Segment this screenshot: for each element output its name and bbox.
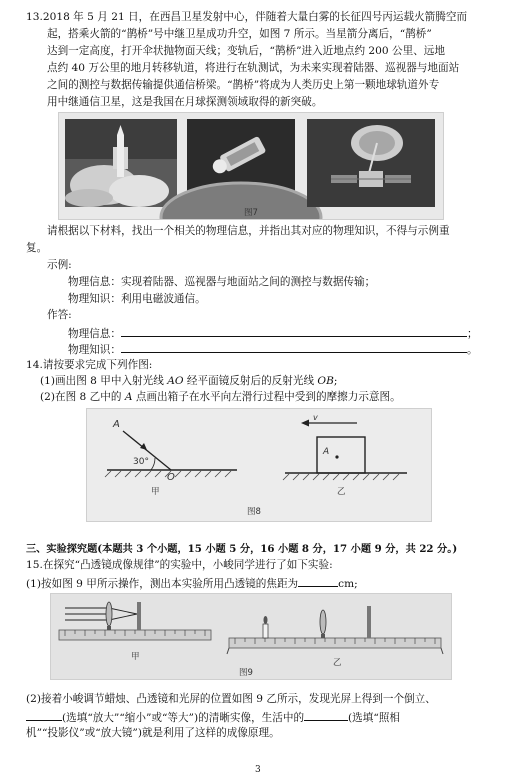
figure-7 — [58, 112, 444, 220]
q14-item-1-ob: OB — [317, 375, 334, 387]
answer-info-row — [68, 325, 478, 341]
q15-line-2-text: (1)按如图 9 甲所示操作，测出本实验所用凸透镜的焦距为 — [26, 578, 299, 590]
angle-arc — [151, 458, 155, 470]
label-o: O — [167, 472, 175, 483]
q15-line-5: 机”“投影仪”或“放大镜”)就是利用了这样的成像原理。 — [26, 727, 280, 739]
section-3-heading: 三、实验探究题(本题共 3 个小题，15 小题 5 分，16 小题 8 分，17 小题 9 分，共 22 分。) — [26, 543, 458, 555]
label-yi: 乙 — [337, 487, 346, 497]
parallel-rays — [65, 608, 137, 620]
figure-9-label-jia: 甲 — [131, 652, 140, 662]
figure-9-caption: 图9 — [239, 668, 253, 678]
example-knowledge: 物理知识：利用电磁波通信。 — [68, 293, 206, 305]
floor-hatch — [283, 474, 399, 480]
example-info: 物理信息：实现着陆器、巡视器与地面站之间的测控与数据传输； — [68, 276, 376, 288]
q13-line-1: 13.2018 年 5 月 21 日，在西昌卫星发射中心，伴随着大量白雾的长征四号丙运载火箭腾空而 — [26, 11, 468, 23]
answer-knowledge-end: 。 — [466, 344, 478, 356]
answer-info-label: 物理信息： — [68, 328, 121, 340]
focal-length-blank[interactable] — [298, 575, 338, 587]
q15-line-4 — [26, 709, 400, 725]
answer-label: 作答: — [47, 309, 72, 321]
screen-jia — [137, 602, 141, 630]
q15-line-2 — [26, 575, 358, 591]
q15-line-1: 15.在探究“凸透镜成像规律”的实验中，小峻同学进行了如下实验: — [26, 559, 333, 571]
image-size-blank[interactable] — [26, 709, 62, 721]
q15-line-3: (2)接着小峻调节蜡烛、凸透镜和光屏的位置如图 9 乙所示，发现光屏上得到一个倒立、 — [26, 693, 436, 705]
lens-jia — [106, 602, 112, 626]
q14-item-1-ao: AO — [167, 375, 184, 387]
q13-line-2: 起，搭乘火箭的“鹊桥”号中继卫星成功升空，如图 7 所示。当星箭分离后，“鹊桥” — [47, 28, 432, 40]
figure-9-label-yi: 乙 — [333, 658, 342, 668]
label-angle: 30° — [133, 457, 149, 467]
figure-9 — [50, 593, 452, 680]
q14-item-1-text-c: 经平面镜反射后的反射光线 — [183, 375, 318, 387]
q15-line-4-choice: (选填“照相 — [348, 712, 400, 724]
answer-info-blank[interactable] — [121, 325, 467, 337]
figure-7-caption: 图7 — [244, 208, 258, 218]
q14-item-2-text-a: (2)在图 8 乙中的 — [40, 391, 125, 403]
lens-yi — [320, 610, 326, 634]
label-a: A — [113, 419, 120, 430]
q14-item-1-end: ; — [333, 375, 338, 387]
figure-7-photos — [59, 113, 443, 219]
q13-line-6: 用中继通信卫星，这是我国在月球探测领域取得的新突破。 — [47, 96, 323, 108]
device-blank[interactable] — [304, 709, 348, 721]
answer-knowledge-label: 物理知识： — [68, 344, 121, 356]
answer-info-end: ； — [466, 328, 478, 340]
q14-item-1-text-a: (1)画出图 8 甲中入射光线 — [40, 375, 168, 387]
q15-line-2-unit: cm; — [338, 578, 358, 590]
velocity-arrow-head — [301, 420, 309, 427]
screen-yi — [367, 606, 371, 638]
candle-flame — [264, 616, 268, 624]
point-a-dot — [335, 455, 338, 458]
candle — [263, 624, 268, 638]
answer-knowledge-blank[interactable] — [121, 341, 467, 353]
figure-8-caption: 图8 — [247, 507, 261, 517]
answer-knowledge-row — [68, 341, 478, 357]
q13-ask-1: 请根据以下材料，找出一个相关的物理信息，并指出其对应的物理知识，不得与示例重 — [47, 225, 450, 237]
q14-item-1 — [40, 374, 337, 388]
example-label: 示例: — [47, 259, 72, 271]
figure-8 — [86, 408, 432, 522]
q14-title: 14.请按要求完成下列作图: — [26, 359, 153, 371]
q13-ask-2: 复。 — [26, 242, 48, 254]
q13-line-3: 达到一定高度，打开伞状抛物面天线；变轨后，“鹊桥”进入近地点约 200 公里、远地 — [47, 45, 445, 57]
q14-item-2 — [40, 390, 401, 404]
q14-item-2-text-c: 点画出箱子在水平向左滑行过程中受到的摩擦力示意图。 — [132, 391, 401, 403]
q15-line-4-text: (选填“放大”“缩小”或“等大”)的清晰实像，生活中的 — [62, 712, 305, 724]
q14-item-2-point-a: A — [124, 391, 133, 403]
q13-line-5: 之间的测控与数据传输提供通信桥梁。“鹊桥”将成为人类历史上第一颗地球轨道外专 — [47, 79, 440, 91]
q13-line-4: 点约 40 万公里的地月转移轨道，将进行在轨测试，为未来实现着陆器、巡视器与地面站 — [47, 62, 460, 74]
label-jia: 甲 — [151, 487, 160, 497]
page-number: 3 — [255, 765, 261, 775]
label-a2: A — [323, 447, 330, 457]
label-v: v — [313, 413, 318, 422]
